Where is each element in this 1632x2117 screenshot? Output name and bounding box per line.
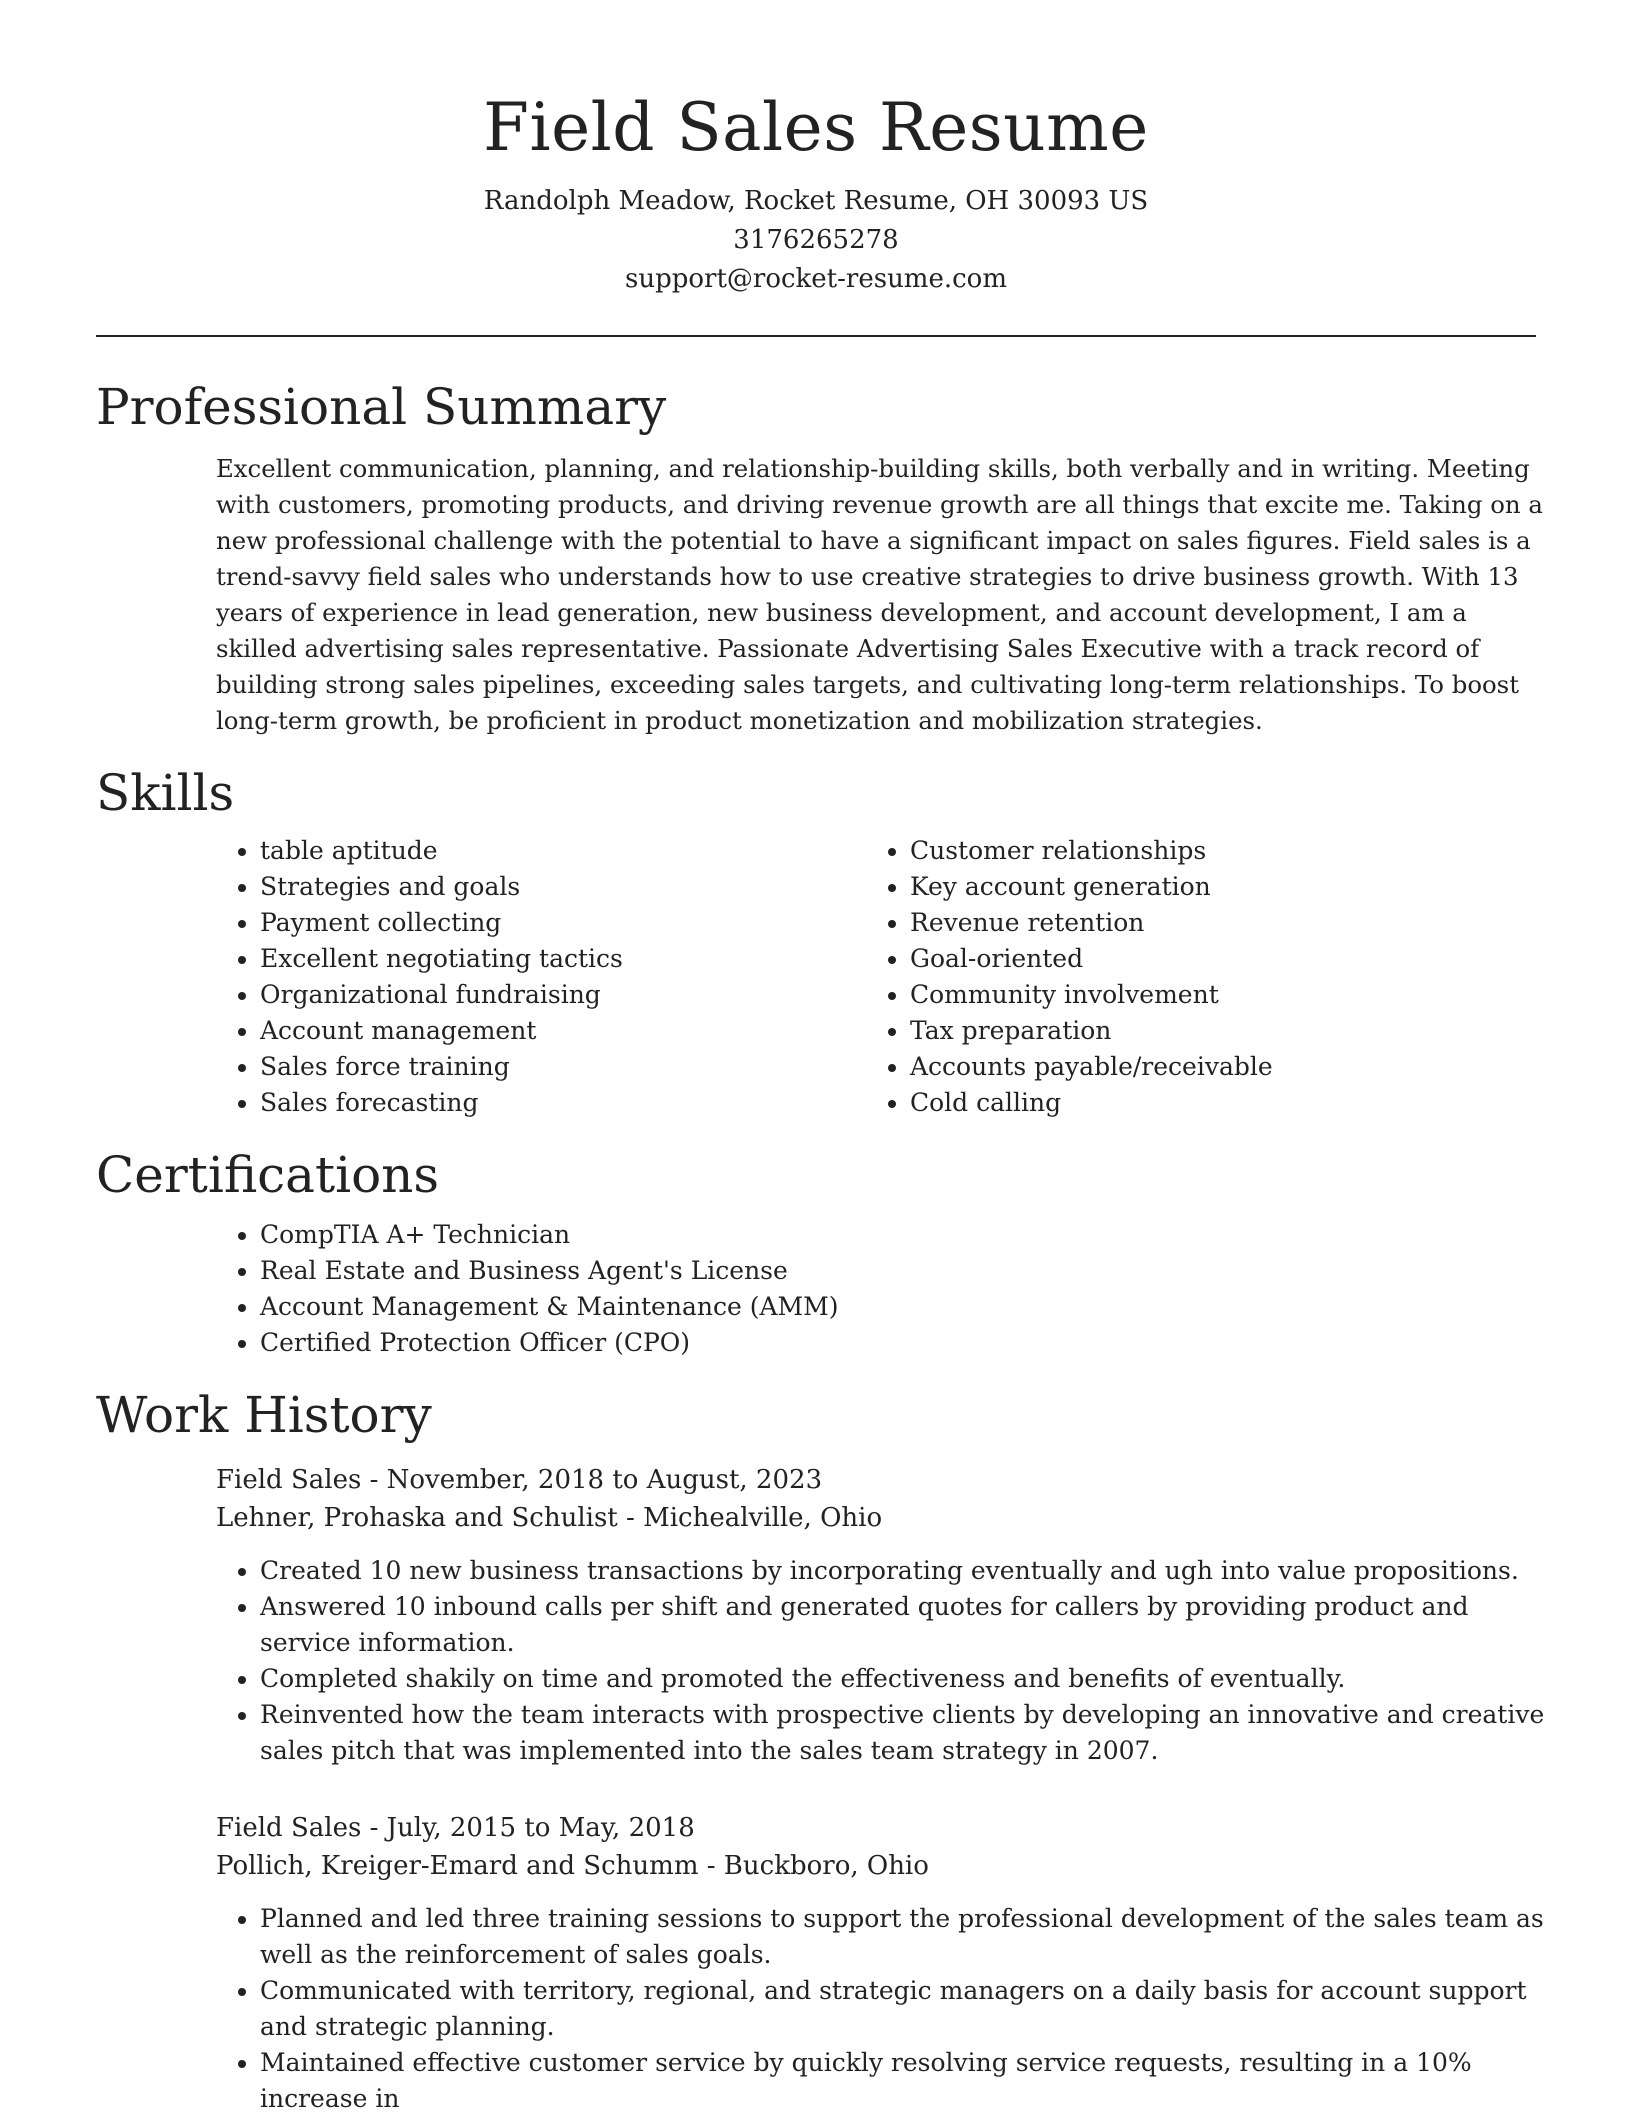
skill-item: • Accounts payable/receivable — [910, 1049, 1516, 1085]
job-company-line — [216, 1847, 1536, 1885]
header-divider — [96, 335, 1536, 337]
skill-item: • table aptitude — [260, 833, 866, 869]
job-company: Pollich, Kreiger-Emard and Schumm — [216, 1851, 699, 1881]
certification-item: • Certified Protection Officer (CPO) — [260, 1325, 1536, 1361]
job-bullets — [216, 1553, 1546, 1769]
summary-heading: Professional Summary — [96, 378, 667, 436]
job-title: Field Sales — [216, 1813, 362, 1843]
certification-item: • CompTIA A+ Technician — [260, 1217, 1536, 1253]
skill-item: • Sales force training — [260, 1049, 866, 1085]
skill-item: • Community involvement — [910, 977, 1516, 1013]
certifications-heading: Certifications — [96, 1146, 440, 1204]
job-company-line — [216, 1499, 1536, 1537]
skill-item: • Strategies and goals — [260, 869, 866, 905]
job-dates: - July, 2015 to May, 2018 — [361, 1813, 695, 1843]
job-title-line — [216, 1461, 1536, 1499]
skill-item: • Goal-oriented — [910, 941, 1516, 977]
contact-info — [96, 182, 1536, 299]
job-dates: - November, 2018 to August, 2023 — [361, 1465, 823, 1495]
job-bullets — [216, 1901, 1546, 2117]
certification-item: • Real Estate and Business Agent's License — [260, 1253, 1536, 1289]
skills-heading: Skills — [96, 764, 235, 822]
resume-title: Field Sales Resume — [483, 89, 1149, 166]
contact-address: Randolph Meadow, Rocket Resume, OH 30093 US — [483, 186, 1149, 216]
contact-phone: 3176265278 — [733, 225, 899, 255]
job-bullet: • Communicated with territory, regional, and strategic managers on a daily basis for account support and strategic planning. — [260, 1973, 1546, 2045]
job-bullet: • Reinvented how the team interacts with prospective clients by developing an innovative and creative sales pitch that was implemented into the sales team strategy in 2007. — [260, 1697, 1546, 1769]
job-location: - Buckboro, Ohio — [698, 1851, 929, 1881]
job-title: Field Sales — [216, 1465, 362, 1495]
job-bullet: • Completed shakily on time and promoted the effectiveness and benefits of eventually. — [260, 1661, 1546, 1697]
skill-item: • Customer relationships — [910, 833, 1516, 869]
skill-item: • Cold calling — [910, 1085, 1516, 1121]
summary-text: Excellent communication, planning, and relationship-building skills, both verbally and in writing. Meeting with customers, promoting products, and driving revenue growth are all things that excite me. Taking on a new professional challenge with the potential to have a significant impact on sales figures. Field sales is a trend-savvy field sales who understands how to use creative strategies to drive business growth. With 13 years of experience in lead generation, new business development, and account development, I am a skilled advertising sales representative. Passionate Advertising Sales Executive with a track record of building strong sales pipelines, exceeding sales targets, and cultivating long-term relationships. To boost long-term growth, be proficient in product monetization and mobilization strategies. — [216, 454, 1543, 735]
job-bullet: • Planned and led three training sessions to support the professional development of the sales team as well as the reinforcement of sales goals. — [260, 1901, 1546, 1973]
skill-item: • Sales forecasting — [260, 1085, 866, 1121]
skill-item: • Excellent negotiating tactics — [260, 941, 866, 977]
job-bullet: • Answered 10 inbound calls per shift and generated quotes for callers by providing product and service information. — [260, 1589, 1546, 1661]
contact-email: support@rocket-resume.com — [624, 264, 1007, 294]
skill-item: • Payment collecting — [260, 905, 866, 941]
job-entry — [216, 1809, 1544, 2117]
skills-grid — [216, 833, 1536, 1121]
skills-list-left — [216, 833, 866, 1121]
certifications-bullets — [216, 1217, 1536, 1361]
work-history-heading: Work History — [96, 1386, 432, 1444]
job-bullet: • Created 10 new business transactions by incorporating eventually and ugh into value propositions. — [260, 1553, 1546, 1589]
certification-item: • Account Management & Maintenance (AMM) — [260, 1289, 1536, 1325]
job-bullet: • Maintained effective customer service by quickly resolving service requests, resulting in a 10% increase in — [260, 2045, 1546, 2117]
job-company: Lehner, Prohaska and Schulist — [216, 1503, 618, 1533]
skill-item: • Organizational fundraising — [260, 977, 866, 1013]
certifications-list — [216, 1217, 1536, 1361]
resume-page — [96, 0, 1545, 2117]
job-location: - Michealville, Ohio — [617, 1503, 883, 1533]
skill-item: • Key account generation — [910, 869, 1516, 905]
skill-item: • Account management — [260, 1013, 866, 1049]
skills-list-right — [866, 833, 1516, 1121]
job-title-line — [216, 1809, 1536, 1847]
job-entry — [216, 1461, 1545, 1769]
skill-item: • Tax preparation — [910, 1013, 1516, 1049]
skill-item: • Revenue retention — [910, 905, 1516, 941]
